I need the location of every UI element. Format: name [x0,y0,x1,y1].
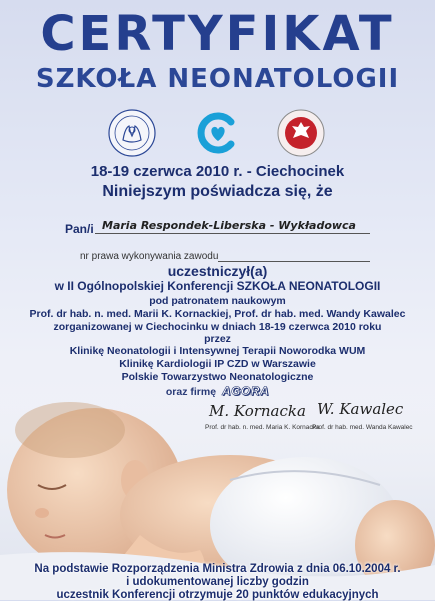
page-title: CERTYFIKAT [40,6,395,62]
recipient-name: Maria Respondek-Liberska - Wykładowca [102,219,356,232]
organizer-3: Polskie Towarzystwo Neonatologiczne [121,371,314,383]
conference-name: w II Ogólnopolskiej Konferencji SZKOŁA NEONATOLOGII [54,279,381,293]
patrons-names: Prof. dr hab. n. med. Marii K. Kornackiej, Prof. dr hab. med. Wandy Kawalec [29,308,406,320]
footer-line-2: i udokumentowanej liczby godzin [126,576,309,588]
recipient-name-line [95,233,370,234]
page-subtitle: SZKOŁA NEONATOLOGII [35,64,400,94]
signature-kornacka [205,396,325,422]
signature-caption-right: Prof. dr hab. med. Wanda Kawalec [312,424,413,431]
participation-text: uczestniczył(a) [167,263,268,279]
footer-line-1: Na podstawie Rozporządzenia Ministra Zdrowia z dnia 06.10.2004 r. [34,563,401,575]
event-dateline: 18-19 czerwca 2010 r. - Ciechocinek [90,163,345,180]
organizer-2: Klinikę Kardiologii IP CZD w Warszawie [119,358,316,370]
hands-seal-icon [107,108,157,158]
heart-c-icon [193,108,243,158]
license-line [218,261,370,262]
recipient-label: Pan/i [65,222,94,236]
organizer-1: Klinikę Neonatologii i Intensywnej Terapii Noworodka WUM [69,345,366,357]
certifies-text: Niniejszym poświadcza się, że [102,183,333,200]
signature-kornacka-text: M. Kornacka [209,402,306,420]
license-label: nr prawa wykonywania zawodu [80,251,219,262]
signature-kawalec [313,396,433,422]
footer-line-3: uczestnik Konferencji otrzymuje 20 punktów edukacyjnych [56,589,379,601]
patronage-label: pod patronatem naukowym [149,295,286,307]
organization-text: zorganizowanej w Ciechocinku w dniach 18-19 czerwca 2010 roku [53,321,382,333]
by-label: przez [204,333,231,345]
signature-kawalec-text: W. Kawalec [317,400,404,418]
eagle-seal-icon [276,108,326,158]
signature-caption-left: Prof. dr hab. n. med. Maria K. Kornacka [205,424,320,431]
